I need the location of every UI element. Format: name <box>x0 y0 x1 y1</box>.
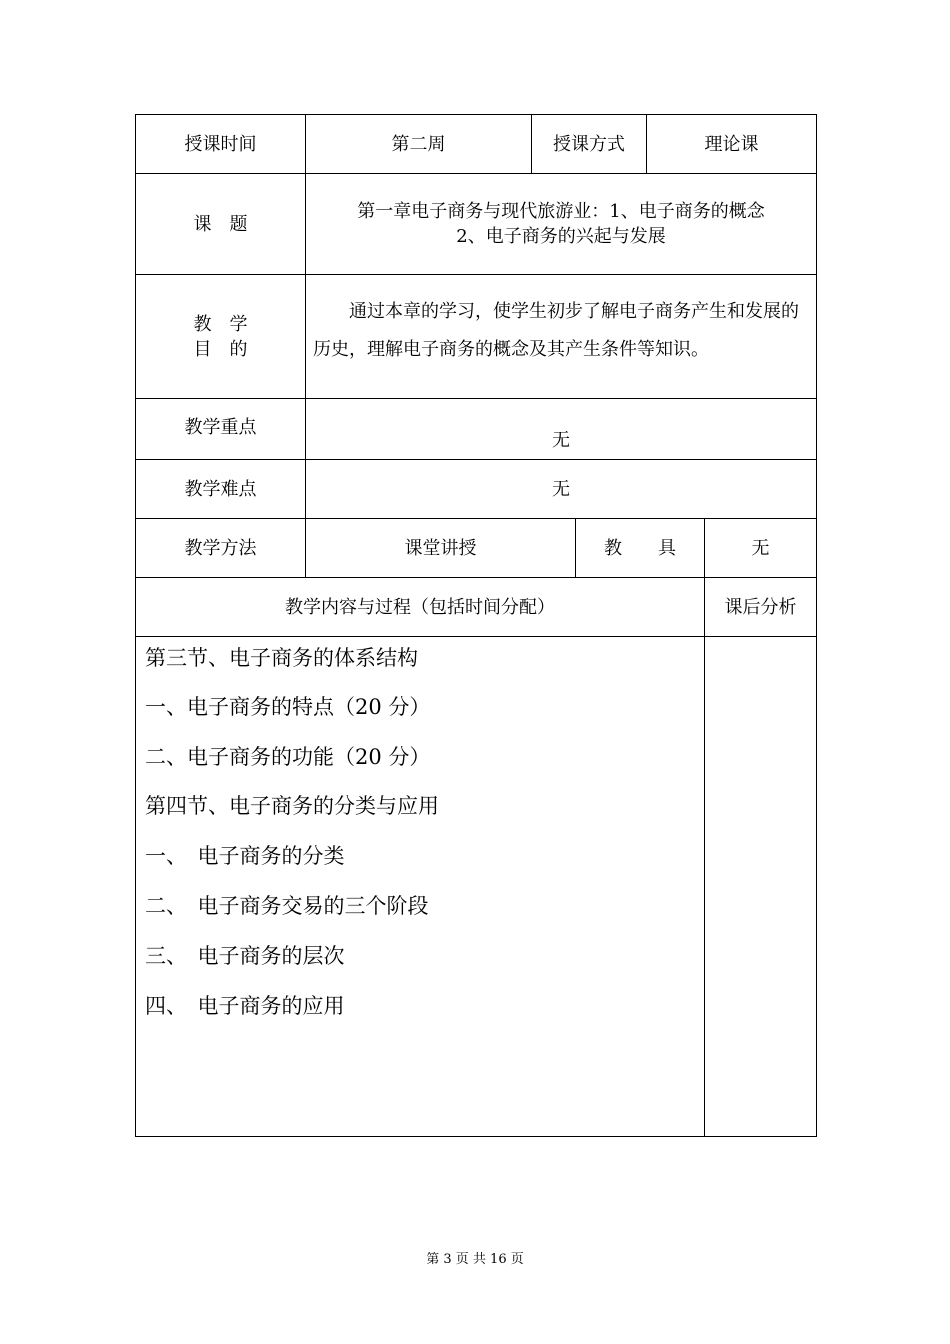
table-border <box>135 1136 817 1137</box>
purpose-label-line-2: 目 的 <box>193 338 248 360</box>
content-line: 第四节、电子商务的分类与应用 <box>145 794 439 818</box>
teaching-tools-label: 教 具 <box>604 537 676 559</box>
teaching-time-value: 第二周 <box>391 133 446 155</box>
teaching-mode-label: 授课方式 <box>553 133 625 155</box>
content-line: 三、 电子商务的层次 <box>145 944 345 968</box>
purpose-label-line-1: 教 学 <box>193 313 248 335</box>
content-line: 一、电子商务的特点（20 分） <box>145 695 431 719</box>
purpose-text: 通过本章的学习，使学生初步了解电子商务产生和发展的历史，理解电子商务的概念及其产生条件等知识。 <box>313 301 799 360</box>
difficulty-value: 无 <box>552 478 570 500</box>
teaching-mode-value: 理论课 <box>704 133 759 155</box>
table-border <box>135 636 817 637</box>
method-label: 教学方法 <box>184 537 257 559</box>
content-line: 二、电子商务的功能（20 分） <box>145 745 431 769</box>
topic-value <box>306 174 816 274</box>
content-line: 一、 电子商务的分类 <box>145 844 345 868</box>
method-value: 课堂讲授 <box>404 537 477 559</box>
content-line: 四、 电子商务的应用 <box>145 994 345 1018</box>
topic-label: 课 题 <box>193 213 248 235</box>
content-line: 第三节、电子商务的体系结构 <box>145 646 418 670</box>
table-border <box>816 114 817 1137</box>
content-line: 二、 电子商务交易的三个阶段 <box>145 894 429 918</box>
focus-value: 无 <box>552 430 570 451</box>
teaching-tools-value: 无 <box>751 537 770 559</box>
topic-line-1: 第一章电子商务与现代旅游业：1、电子商务的概念 <box>357 201 765 222</box>
page-number: 第 3 页 共 16 页 <box>426 1252 524 1267</box>
focus-label: 教学重点 <box>184 417 257 438</box>
content-process-header: 教学内容与过程（包括时间分配） <box>285 596 555 618</box>
purpose-label <box>136 275 305 398</box>
topic-line-2: 2、电子商务的兴起与发展 <box>456 226 666 247</box>
teaching-time-label: 授课时间 <box>184 133 257 155</box>
after-class-analysis-header: 课后分析 <box>724 596 797 618</box>
difficulty-label: 教学难点 <box>184 478 257 500</box>
